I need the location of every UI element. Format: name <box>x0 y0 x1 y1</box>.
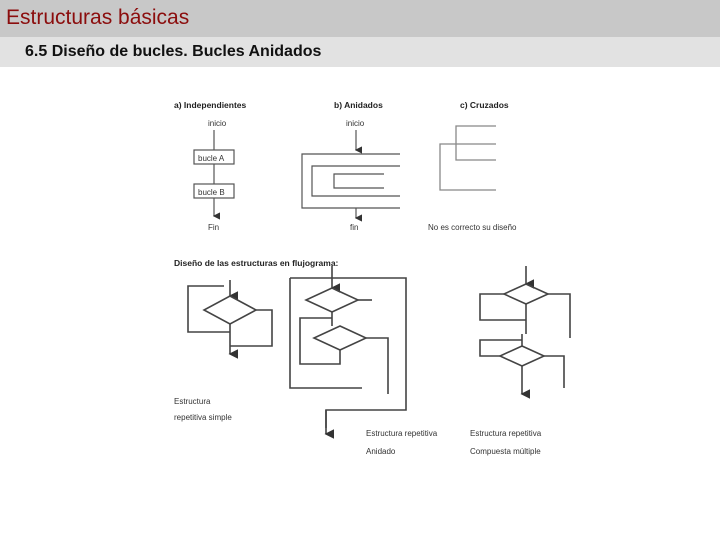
simple-label-2: repetitiva simple <box>174 413 232 422</box>
end-label-b: fin <box>350 223 359 232</box>
page-subtitle: 6.5 Diseño de bucles. Bucles Anidados <box>25 43 322 60</box>
simple-label-1: Estructura <box>174 397 211 406</box>
page-title: Estructuras básicas <box>6 6 190 29</box>
nested-label-1: Estructura repetitiva <box>366 429 438 438</box>
label-independent: a) Independientes <box>174 100 247 110</box>
flowchart-compound <box>470 266 570 456</box>
loop-b-label: bucle B <box>198 188 225 197</box>
start-label-b: inicio <box>346 119 365 128</box>
label-nested: b) Anidados <box>334 100 383 110</box>
end-label-a: Fin <box>208 223 220 232</box>
crossed-note: No es correcto su diseño <box>428 223 517 232</box>
flowchart-simple <box>174 280 272 422</box>
title-bar <box>0 0 720 37</box>
compound-label-2: Compuesta múltiple <box>470 447 541 456</box>
loop-diagrams-figure <box>160 88 580 473</box>
flowchart-nested <box>290 266 438 456</box>
diagram-nested <box>302 100 400 232</box>
diagram-independent <box>174 100 247 232</box>
subtitle-bar <box>0 37 720 67</box>
nested-label-2: Anidado <box>366 447 396 456</box>
start-label-a: inicio <box>208 119 227 128</box>
loop-diagrams-svg <box>160 88 580 468</box>
loop-a-label: bucle A <box>198 154 225 163</box>
compound-label-1: Estructura repetitiva <box>470 429 542 438</box>
diagram-crossed <box>428 100 517 232</box>
flowchart-heading: Diseño de las estructuras en flujograma: <box>174 258 339 268</box>
label-crossed: c) Cruzados <box>460 100 509 110</box>
